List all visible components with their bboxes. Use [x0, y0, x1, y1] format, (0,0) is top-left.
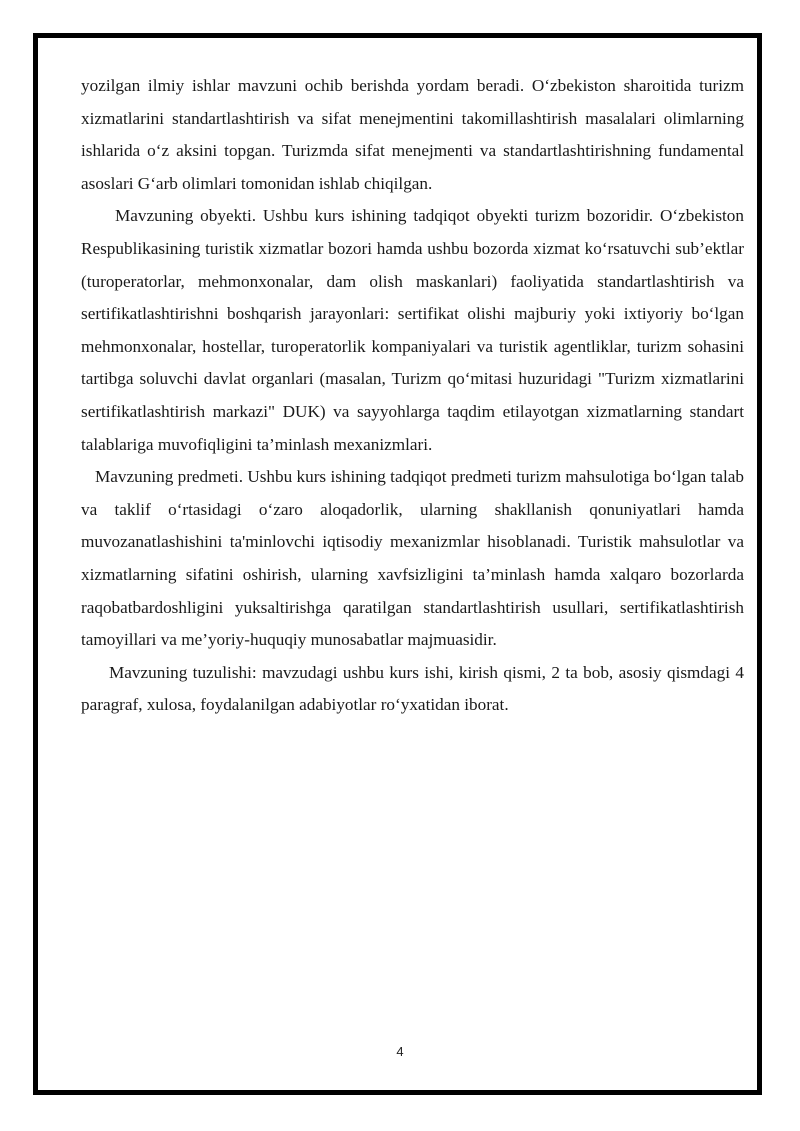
paragraph-intro-continuation: yozilgan ilmiy ishlar mavzuni ochib berishda yordam beradi. O‘zbekiston sharoitida turizm xizmatlarini standartlashtirish va sifat menejmentini takomillashtirish masalalari olimlarning ishlarida o‘z aksini topgan. Turizmda sifat menejmenti va standartlashtirishning fundamental asoslari G‘arb olimlari tomonidan ishlab chiqilgan.	[81, 76, 744, 193]
document-body	[81, 70, 744, 722]
paragraph-subject-matter: Mavzuning predmeti. Ushbu kurs ishining tadqiqot predmeti turizm mahsulotiga bo‘lgan talab va taklif o‘rtasidagi o‘zaro aloqadorlik, ularning shakllanish qonuniyatlari hamda muvozanatlashishini ta'minlovchi iqtisodiy mexanizmlar hisoblanadi. Turistik mahsulotlar va xizmatlarning sifatini oshirish, ularning xavfsizligini ta’minlash hamda xalqaro bozorlarda raqobatbardoshligini yuksaltirishga qaratilgan standartlashtirish usullari, sertifikatlashtirish tamoyillari va me’yoriy-huquqiy munosabatlar majmuasidir.	[81, 467, 744, 650]
paragraph-subject-object: Mavzuning obyekti. Ushbu kurs ishining tadqiqot obyekti turizm bozoridir. O‘zbekiston Respublikasining turistik xizmatlar bozori hamda ushbu bozorda xizmat ko‘rsatuvchi sub’ektlar (turoperatorlar, mehmonxonalar, dam olish maskanlari) faoliyatida standartlashtirish va sertifikatlashtirishni boshqarish jarayonlari: sertifikat olishi majburiy yoki ixtiyoriy bo‘lgan mehmonxonalar, hostellar, turoperatorlik kompaniyalari va turistik agentliklar, turizm sohasini tartibga soluvchi davlat organlari (masalan, Turizm qo‘mitasi huzuridagi "Turizm xizmatlarini sertifikatlashtirish markazi" DUK) va sayyohlarga taqdim etilayotgan xizmatlarning standart talablariga muvofiqligini ta’minlash mexanizmlari.	[81, 206, 744, 454]
paragraph-structure: Mavzuning tuzulishi: mavzudagi ushbu kurs ishi, kirish qismi, 2 ta bob, asosiy qismdagi 4 paragraf, xulosa, foydalanilgan adabiyotlar ro‘yxatidan iborat.	[81, 662, 744, 715]
page-number: 4	[396, 1044, 404, 1059]
